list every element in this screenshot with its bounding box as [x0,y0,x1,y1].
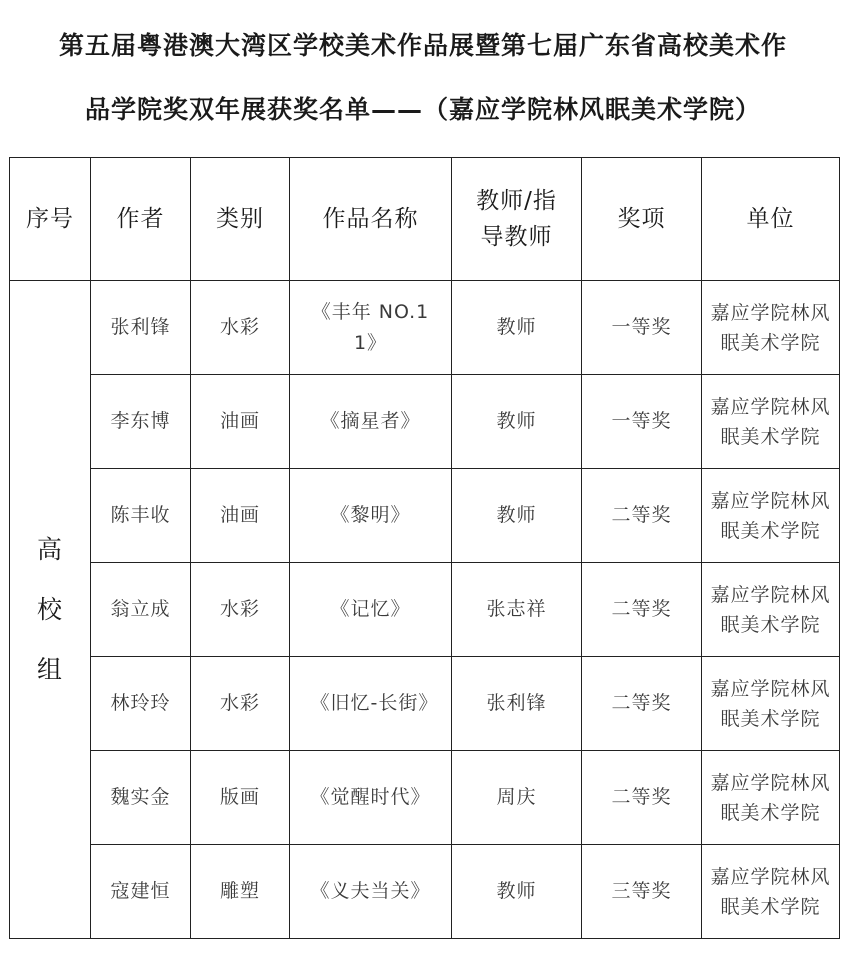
work-title: 《觉醒时代》 [310,786,431,808]
cell-author: 李东博 [91,375,191,469]
cell-author: 魏实金 [91,751,191,845]
cell-work [290,563,452,657]
group-label: 高校组 [36,534,63,684]
header-unit: 单位 [702,158,840,281]
cell-award: 三等奖 [582,845,702,939]
cell-category: 水彩 [191,281,290,375]
cell-author: 张利锋 [91,281,191,375]
cell-work [290,281,452,375]
cell-work [290,751,452,845]
cell-award: 二等奖 [582,751,702,845]
work-title: 《记忆》 [330,598,411,620]
cell-unit: 嘉应学院林风眠美术学院 [702,751,840,845]
cell-category: 版画 [191,751,290,845]
cell-award: 二等奖 [582,469,702,563]
cell-work [290,657,452,751]
cell-author: 翁立成 [91,563,191,657]
header-teacher [452,158,582,281]
cell-work [290,375,452,469]
table-row [10,563,840,657]
work-title: 《摘星者》 [320,410,421,432]
cell-teacher: 张志祥 [452,563,582,657]
work-title: 《黎明》 [330,504,411,526]
cell-unit: 嘉应学院林风眠美术学院 [702,657,840,751]
cell-category: 水彩 [191,657,290,751]
cell-author: 林玲玲 [91,657,191,751]
header-index: 序号 [10,158,91,281]
cell-teacher: 教师 [452,469,582,563]
header-work: 作品名称 [290,158,452,281]
cell-teacher: 教师 [452,281,582,375]
cell-unit: 嘉应学院林风眠美术学院 [702,563,840,657]
table-row [10,845,840,939]
cell-teacher: 张利锋 [452,657,582,751]
cell-unit: 嘉应学院林风眠美术学院 [702,281,840,375]
cell-unit: 嘉应学院林风眠美术学院 [702,375,840,469]
cell-award: 二等奖 [582,657,702,751]
title-line-1: 第五届粤港澳大湾区学校美术作品展暨第七届广东省高校美术作 [58,31,787,60]
work-title: 《丰年 NO.11》 [311,300,430,354]
header-teacher-line-1: 教师/指 [476,188,557,214]
header-teacher-line-2: 导教师 [480,224,553,250]
table-row [10,469,840,563]
cell-category: 雕塑 [191,845,290,939]
cell-category: 油画 [191,469,290,563]
table-header-row [10,158,840,281]
cell-teacher: 周庆 [452,751,582,845]
cell-work [290,469,452,563]
cell-award: 一等奖 [582,281,702,375]
work-title: 《义夫当关》 [310,880,431,902]
table-row [10,375,840,469]
group-cell [10,281,91,939]
header-author: 作者 [91,158,191,281]
table-row [10,657,840,751]
work-title: 《旧忆-长街》 [310,692,439,714]
title-line-2: 品学院奖双年展获奖名单——（嘉应学院林风眠美术学院） [84,95,761,124]
header-category: 类别 [191,158,290,281]
page-title [8,14,838,142]
cell-unit: 嘉应学院林风眠美术学院 [702,469,840,563]
cell-unit: 嘉应学院林风眠美术学院 [702,845,840,939]
cell-award: 一等奖 [582,375,702,469]
cell-teacher: 教师 [452,845,582,939]
cell-author: 陈丰收 [91,469,191,563]
cell-work [290,845,452,939]
table-row [10,281,840,375]
cell-category: 水彩 [191,563,290,657]
cell-author: 寇建恒 [91,845,191,939]
cell-category: 油画 [191,375,290,469]
cell-teacher: 教师 [452,375,582,469]
header-award: 奖项 [582,158,702,281]
table-row [10,751,840,845]
cell-award: 二等奖 [582,563,702,657]
awards-table [9,157,840,939]
